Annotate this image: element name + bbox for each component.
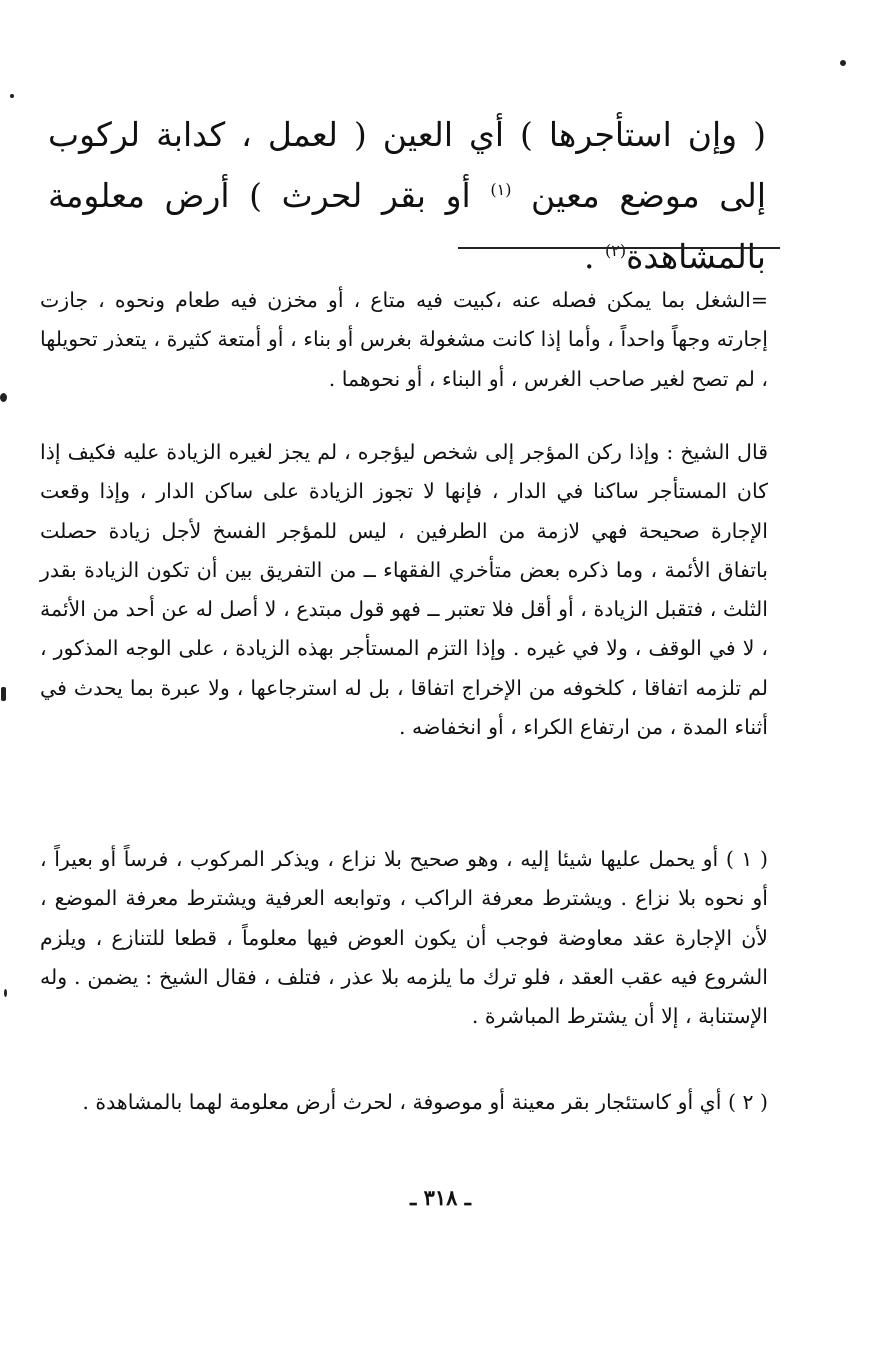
- footnote-continuation: =الشغل بما يمكن فصله عنه ،كبيت فيه متاع ، أو مخزن فيه طعام ونحوه ، جازت إجارته وجهاً واحداً ، وأما إذا كانت مشغولة بغرس أو بناء ، أو أمتعة كثيرة ، يتعذر تحويلها ، لم تصح لغير صاحب الغرس ، أو البناء ، أو نحوهما .: [40, 288, 768, 391]
- main-text-end: .: [584, 237, 606, 276]
- footnote-1: ( ١ ) أو يحمل عليها شيئا إليه ، وهو صحيح بلا نزاع ، ويذكر المركوب ، فرساً أو بعيراً ، أو نحوه بلا نزاع . ويشترط معرفة الراكب ، وتوابعه العرفية ويشترط معرفة الموضع ، لأن الإجارة عقد معاوضة فوجب أن يكون العوض فيها معلوماً ، قطعا للتنازع ، ويلزم الشروع فيه عقب العقد ، فلو ترك ما يلزمه بلا عذر ، فتلف ، فقال الشيخ : يضمن . وله الإستنابة ، إلا أن يشترط المباشرة .: [40, 847, 768, 1029]
- scan-speck: [1, 687, 6, 701]
- footnote-sheikh-paragraph: قال الشيخ : وإذا ركن المؤجر إلى شخص ليؤجره ، لم يجز لغيره الزيادة عليه فكيف إذا كان المستأجر ساكنا في الدار ، فإنها لا تجوز الزيادة على ساكن الدار ، وإذا وقعت الإجارة صحيحة فهي لازمة من الطرفين ، ليس للمؤجر الفسخ لأجل زيادة حصلت باتفاق الأئمة ، وما ذكره بعض متأخري الفقهاء ــ من التفريق بين أن تكون الزيادة بقدر الثلث ، فتقبل الزيادة ، أو أقل فلا تعتبر ــ فهو قول مبتدع ، لا أصل له عن أحد من الأئمة ، لا في الوقف ، ولا في غيره . وإذا التزم المستأجر بهذه الزيادة ، على الوجه المذكور ، لم تلزمه اتفاقا ، كلخوفه من الإخراج اتفاقا ، بل له استرجاعها ، ولا عبرة بما يحدث في أثناء المدة ، من ارتفاع الكراء ، أو انخفاضه .: [40, 440, 768, 740]
- scan-speck: [4, 989, 7, 997]
- scan-speck: [840, 60, 846, 66]
- footnote-2: ( ٢ ) أي أو كاستئجار بقر معينة أو موصوفة ، لحرث أرض معلومة لهما بالمشاهدة .: [82, 1090, 768, 1114]
- main-text-part-2: أو بقر لحرث ) أرض معلومة بالمشاهدة: [48, 176, 766, 276]
- scan-speck: [10, 94, 14, 98]
- scan-speck: [0, 393, 7, 402]
- main-text-part-1: ( وإن استأجرها ) أي العين ( لعمل ، كدابة لركوب إلى موضع معين: [48, 115, 766, 215]
- footnote-marker-1: (١): [490, 180, 512, 199]
- footnote-marker-2: (٢): [605, 241, 627, 260]
- page-number: ـ ٣١٨ ـ: [410, 1185, 471, 1210]
- footnote-separator: [458, 247, 780, 249]
- main-text: [48, 104, 766, 287]
